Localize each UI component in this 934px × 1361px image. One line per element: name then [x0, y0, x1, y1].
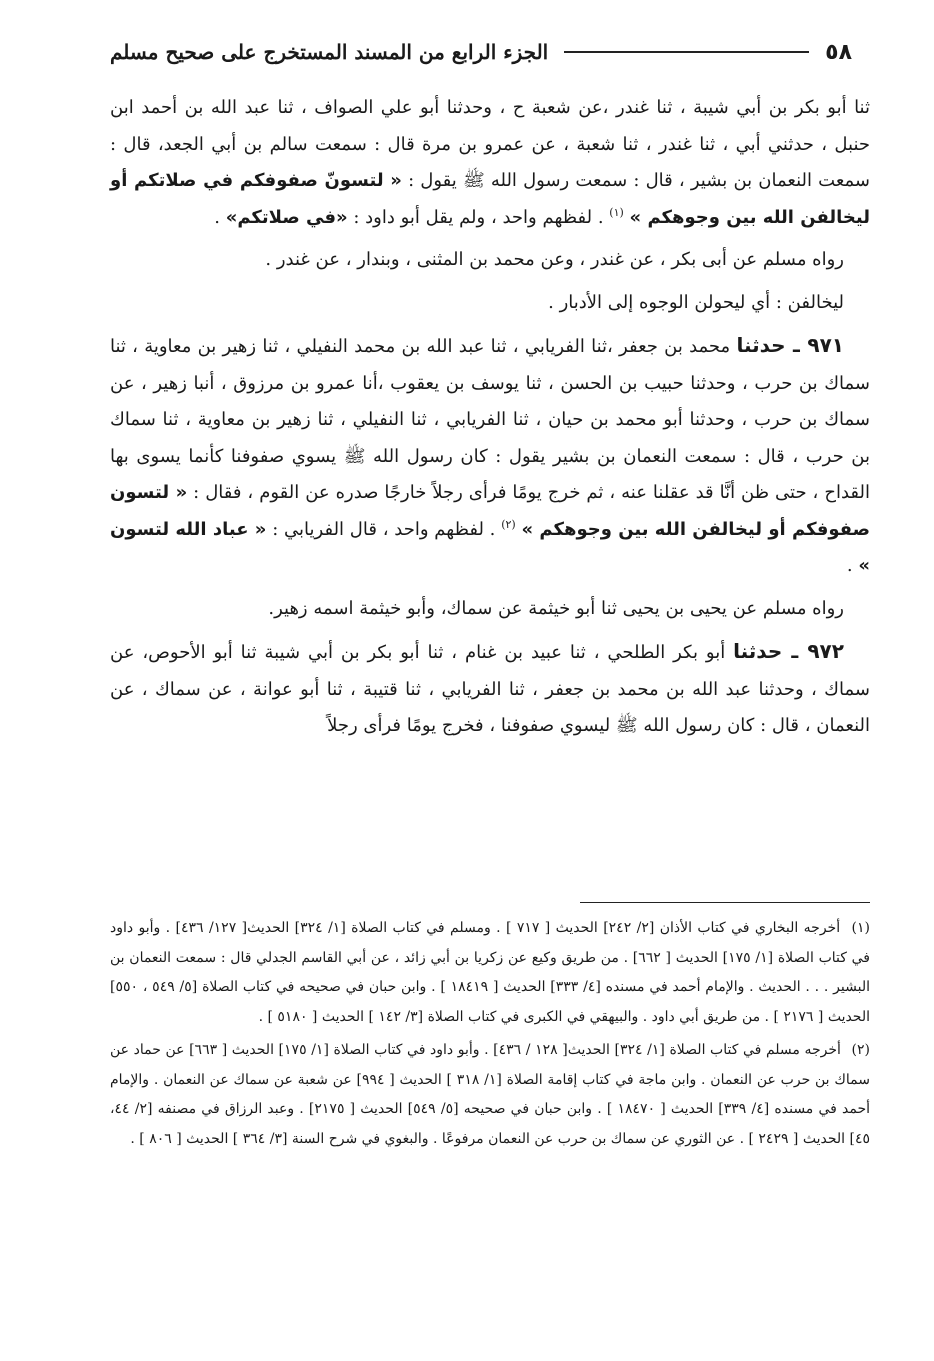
- footnote-divider: [580, 902, 870, 903]
- footnotes-section: [110, 914, 870, 1158]
- book-page: [110, 28, 870, 1338]
- footnote-marker: (٢): [851, 1042, 871, 1058]
- hadith-971: [110, 327, 870, 585]
- hadith-972: [110, 633, 870, 745]
- paragraph-text: .: [846, 555, 853, 576]
- footnote-marker: (١): [851, 920, 870, 936]
- page-number: ٥٨: [825, 39, 852, 65]
- hadith-quote: «في صلاتكم»: [225, 206, 348, 228]
- muslim-narration-note: رواه مسلم عن يحيى بن يحيى ثنا أبو خيثمة عن سماك، وأبو خيثمة اسمه زهير.: [268, 597, 844, 619]
- footnote-ref-2[interactable]: (٢): [501, 517, 516, 531]
- paragraph-text: .: [214, 206, 220, 228]
- paragraph-text: محمد بن جعفر ،ثنا الفريابي ، ثنا عبد الله بن محمد النفيلي ، ثنا زهير بن معاوية ، ثنا سماك بن حرب ، وحدثنا حبيب بن الحسن ، ثنا يوسف بن يعقوب ،أنا عمرو بن مرزوق ، أنبا زهير ، عن سماك بن حرب ، وحدثنا أبو محمد بن حيان ، ثنا الفريابي ، ثنا النفيلي ، ثنا زهير بن معاوية ، ثنا سماك بن حرب ، قال : سمعت النعمان بن بشير يقول : كان رسول الله ﷺ يسوي صفوفنا كأنما يسوى بها القداح ، حتى ظن أنَّا قد عقلنا عنه ، ثم خرج يومًا فرأى رجلاً خارجًا صدره عن القوم ، فقال :: [110, 336, 870, 503]
- hadith-quote: « عباد الله لتسون »: [110, 518, 870, 576]
- muslim-narration-note: رواه مسلم عن أبى بكر ، عن غندر ، وعن محمد بن المثنى ، وبندار ، عن غندر .: [265, 249, 844, 270]
- paragraph-text: أبو بكر الطلحي ، ثنا عبيد بن غنام ، ثنا أبو بكر بن أبي شيبة ثنا أبو الأحوص، عن سماك ، وحدثنا عبد الله بن محمد بن جعفر ، ثنا الفريابي ، ثنا قتيبة ، ثنا أبو عوانة ، عن سماك ، عن النعمان ، قال : كان رسول الله ﷺ ليسوي صفوفنا ، فخرج يومًا فرأى رجلاً: [110, 642, 870, 736]
- hadith-number: ٩٧٢ ـ حدثنا: [733, 639, 844, 663]
- running-header: [110, 28, 870, 76]
- footnote-2: [110, 1036, 870, 1154]
- hadith-quote: « لتسون صفوفكم أو ليخالفن الله بين وجوهكم »: [110, 482, 870, 540]
- header-rule: [564, 51, 809, 53]
- hadith-quote: « لتسونّ صفوفكم في صلاتكم أو ليخالفن الله بين وجوهكم »: [110, 170, 870, 228]
- footnote-text: أخرجه البخاري في كتاب الأذان [٢/ ٢٤٢] الحديث [ ٧١٧ ] . ومسلم في كتاب الصلاة [١/ ٣٢٤] الحديث[ ١٢٧/ ٤٣٦] . وأبو داود في كتاب الصلاة [١/ ١٧٥] الحديث [ ٦٦٢] . من طريق وكيع عن زكريا بن أبي زائد ، عن أبي القاسم الجدلي قال : سمعت النعمان بن البشير . . . الحديث . والإمام أحمد في مسنده [٤/ ٣٣٣] الحديث [ ١٨٤١٩ ] . وابن حبان في صحيحه في كتاب الصلاة [٥/ ٥٤٩ ، ٥٥٠] الحديث [ ٢١٧٦ ] . من طريق أبي داود . والبيهقي في الكبرى في كتاب الصلاة [٣/ ١٤٢ ] الحديث [ ٥١٨٠ ] .: [110, 920, 870, 1025]
- paragraph-text: . لفظهم واحد ، ولم يقل أبو داود :: [353, 206, 604, 228]
- footnote-ref-1[interactable]: (١): [609, 205, 624, 219]
- paragraph-text: . لفظهم واحد ، قال الفريابي :: [272, 518, 496, 540]
- paragraph-isnad-1: [110, 90, 870, 236]
- footnote-1: [110, 914, 870, 1032]
- word-explanation: ليخالفن : أي ليحولن الوجوه إلى الأدبار .: [548, 291, 844, 313]
- footnote-text: أخرجه مسلم في كتاب الصلاة [١/ ٣٢٤] الحديث[ ١٢٨ / ٤٣٦] . وأبو داود في كتاب الصلاة [١/ ١٧٥] الحديث [ ٦٦٣] عن حماد عن سماك بن حرب عن النعمان . وابن ماجة في كتاب إقامة الصلاة [١/ ٣١٨ ] الحديث [ ٩٩٤] عن شعبة عن سماك عن النعمان . والإمام أحمد في مسنده [٤/ ٣٣٩] الحديث [ ١٨٤٧٠ ] . وابن حبان في صحيحه [٥/ ٥٤٩] الحديث [ ٢١٧٥] . وعبد الرزاق في مصنفه [٢/ ٤٤، ٤٥] الحديث [ ٢٤٢٩ ] . عن الثوري عن سماك بن حرب عن النعمان مرفوعًا . والبغوي في شرح السنة [٣/ ٣٦٤ ] الحديث [ ٨٠٦ ] .: [110, 1042, 871, 1147]
- main-text: [110, 90, 870, 745]
- hadith-number: ٩٧١ ـ حدثنا: [736, 333, 844, 357]
- paragraph-text: ثنا أبو بكر بن أبي شيبة ، ثنا غندر ،عن شعبة ح ، وحدثنا أبو علي الصواف ، ثنا عبد الله بن أحمد ابن حنبل ، حدثني أبي ، ثنا غندر ، ثنا شعبة ، عن عمرو بن مرة قال : سمعت سالم بن أبي الجعد، قال : سمعت النعمان بن بشير ، قال : سمعت رسول الله ﷺ يقول :: [110, 97, 871, 191]
- book-title: الجزء الرابع من المسند المستخرج على صحيح مسلم: [110, 40, 549, 64]
